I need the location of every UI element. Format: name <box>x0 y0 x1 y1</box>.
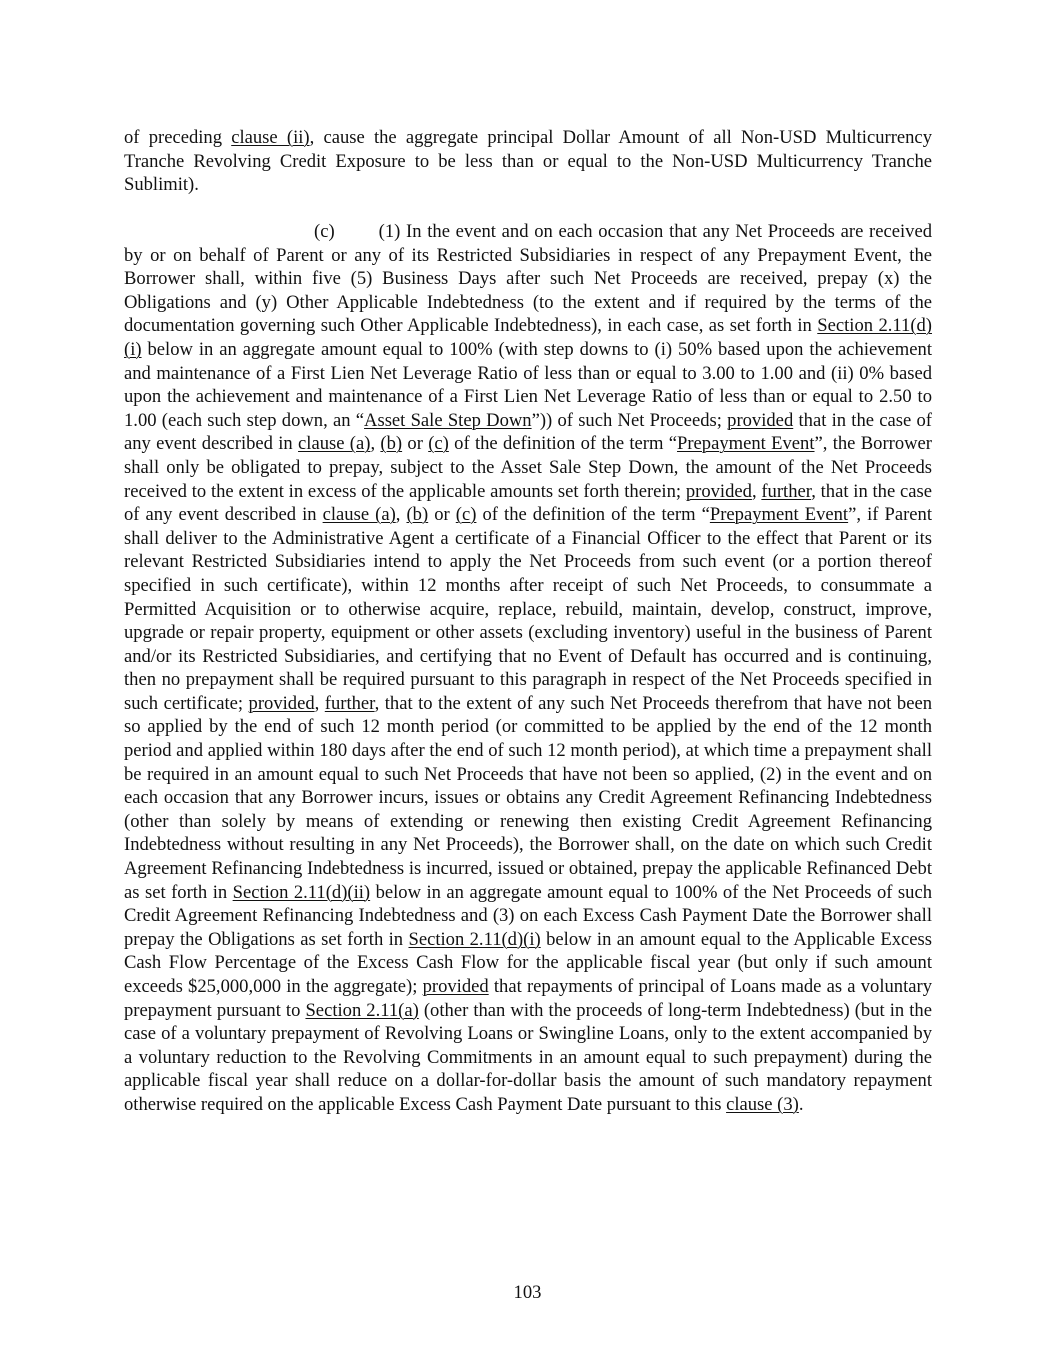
text-run: of the definition of the term “ <box>448 433 678 455</box>
defined-term: Prepayment Event <box>677 433 815 455</box>
text-run: below in an aggregate amount equal to 100% (with step downs to (i) 50% based upon the achievement and maintenance of a First Lien Net Leverage Ratio of less than or equal to 3.00 to 1.00 and (ii) 0% based upon the achievement and maintenance of a First Lien Net Leverage Ratio of less than or equal to 2.50 to 1.00 (each such step down, an “ <box>124 338 932 431</box>
defined-term: provided <box>685 480 752 502</box>
page-number: 103 <box>513 1282 542 1303</box>
text-run: , <box>314 692 325 714</box>
text-run: below in an aggregate amount equal to 100% of the Net Proceeds of such Credit Agreement Refinancing Indebtedness and (3) on each Excess Cash Payment Date the Borrower shall prepay the Obligations as set forth in <box>124 881 933 950</box>
text-run: , that to the extent of any such Net Proceeds therefrom that have not been so applied by the end of such 12 month period (or committed to be applied by the end of the 12 month period and applied within 180 days after the end of such 12 month period), at which time a prepayment shall be required in an amount equal to such Net Proceeds that have not been so applied, (2) in the event and on each occasion that any Borrower incurs, issues or obtains any Credit Agreement Refinancing Indebtedness (other than solely by means of extending or renewing then existing Credit Agreement Refinancing Indebtedness without resulting in any Net Proceeds), the Borrower shall, on the date on which such Credit Agreement Refinancing Indebtedness is incurred, issued or obtained, prepay the applicable Refinanced Debt as set forth in <box>124 692 933 903</box>
text-run: or <box>428 504 456 526</box>
text-run: , <box>395 504 407 526</box>
cross-reference: Section 2.11(a) <box>305 999 419 1021</box>
text-run: of the definition of the term “ <box>476 504 710 526</box>
paragraph-continuation <box>124 126 932 197</box>
cross-reference: (b) <box>406 504 429 526</box>
text-run: , that in the case of any event described in <box>124 480 932 526</box>
text-run: that repayments of principal of Loans made as a voluntary prepayment pursuant to <box>124 976 932 1021</box>
defined-term: provided <box>248 692 315 714</box>
text-run: (1) In the event and on each occasion that any Net Proceeds are received by or on behalf of Parent or any of its Restricted Subsidiaries in respect of any Prepayment Event, the Borrower shall, within five (5) Business Days after such Net Proceeds are received, prepay (x) the Obligations and (y) Other Applicable Indebtedness (to the extent and if required by the terms of the documentation governing such Other Applicable Indebtedness), in each case, as set forth in <box>124 221 932 337</box>
text-run: of preceding <box>124 127 232 148</box>
text-run: (other than with the proceeds of long-term Indebtedness) (but in the case of a voluntary prepayment of Revolving Loans or Swingline Loans, only to the extent accompanied by a voluntary reduction to the Revolving Commitments in an amount equal to such prepayment) during the applicable fiscal year shall reduce on a dollar-for-dollar basis the amount of such mandatory repayment otherwise required on the applicable Excess Cash Payment Date pursuant to this <box>124 999 932 1115</box>
text-run: ”)) of such Net Proceeds; <box>531 409 728 431</box>
cross-reference: (c) <box>428 433 449 455</box>
text-run: that in the case of any event described in <box>124 409 932 455</box>
paragraph-c <box>124 220 932 1117</box>
defined-term: Asset Sale Step Down <box>364 409 532 431</box>
defined-term: provided <box>727 409 794 431</box>
cross-reference: (b) <box>380 433 403 455</box>
text-run: . <box>798 1093 804 1115</box>
defined-term: further <box>324 692 375 714</box>
cross-reference: Section 2.11(d)(i) <box>124 315 932 360</box>
cross-reference: Section 2.11(d)(i) <box>408 928 541 950</box>
clause-label: (c) <box>314 221 335 242</box>
text-run: , <box>370 433 381 455</box>
text-run: below in an amount equal to the Applicable Excess Cash Flow Percentage of the Excess Cash Flow for the applicable fiscal year (but only if such amount exceeds $25,000,000 in the aggregate); <box>124 928 932 997</box>
text-run: or <box>402 433 429 455</box>
text-run: ”, if Parent shall deliver to the Administrative Agent a certificate of a Financial Officer to the effect that Parent or its relevant Restricted Subsidiaries intend to apply the Net Proceeds from such event (or a portion thereof specified in such certificate), within 12 months after receipt of such Net Proceeds, to consummate a Permitted Acquisition or to otherwise acquire, replace, rebuild, maintain, develop, construct, improve, upgrade or repair property, equipment or other assets (excluding inventory) useful in the business of Parent and/or its Restricted Subsidiaries, and certifying that no Event of Default has occurred and is continuing, then no prepayment shall be required pursuant to this paragraph in respect of the Net Proceeds specified in such certificate; <box>124 504 932 714</box>
cross-reference: (c) <box>455 504 477 526</box>
cross-reference: Section 2.11(d)(ii) <box>232 881 371 903</box>
cross-reference: clause (3) <box>726 1093 799 1115</box>
cross-reference: clause (a) <box>298 433 371 455</box>
cross-reference: clause (a) <box>322 504 396 526</box>
text-run: , <box>751 480 762 502</box>
text-run: ”, the Borrower shall only be obligated to prepay, subject to the Asset Sale Step Down, the amount of the Net Proceeds received to the extent in excess of the applicable amounts set forth therein; <box>124 433 932 502</box>
cross-reference: clause (ii) <box>231 127 310 148</box>
defined-term: provided <box>422 976 489 997</box>
defined-term: further <box>761 480 812 502</box>
text-run: , cause the aggregate principal Dollar Amount of all Non-USD Multicurrency Tranche Revolving Credit Exposure to be less than or equal to the Non-USD Multicurrency Tranche Sublimit). <box>124 127 932 196</box>
defined-term: Prepayment Event <box>709 504 849 526</box>
